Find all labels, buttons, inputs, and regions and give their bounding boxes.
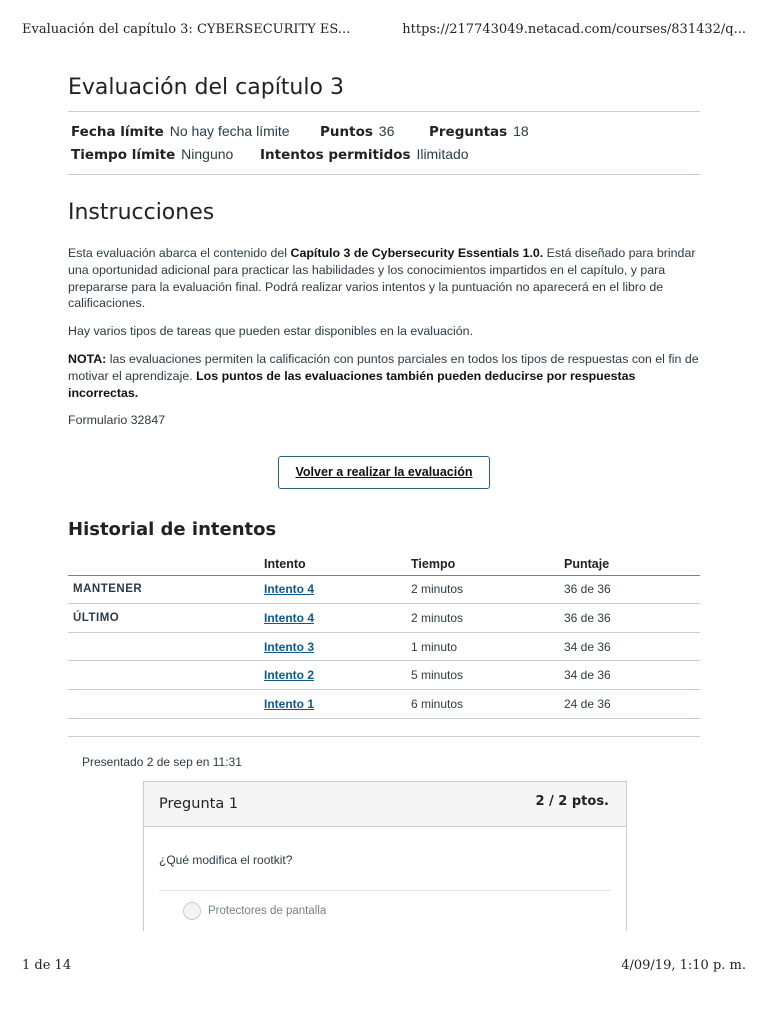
attempt-link[interactable]: Intento 4: [264, 611, 314, 626]
print-page-number: 1 de 14: [22, 958, 72, 973]
print-datetime: 4/09/19, 1:10 p. m.: [621, 958, 746, 973]
radio-button[interactable]: [183, 902, 201, 920]
attempt-status: [68, 690, 264, 719]
questions-info: [429, 120, 529, 144]
instructions-paragraph-2: Hay varios tipos de tareas que pueden estar disponibles en la evaluación.: [68, 324, 474, 339]
print-header: [22, 22, 746, 40]
table-row: [68, 632, 700, 661]
attempt-time: 1 minuto: [411, 632, 564, 661]
question-name: Pregunta 1: [159, 796, 239, 812]
attempt-status: ÚLTIMO: [68, 604, 264, 633]
note-text: las evaluaciones permiten la calificación con puntos parciales en todos los tipos de respuestas con el fin de motivar el aprendizaje.: [68, 351, 699, 383]
instructions-bold-text: Capítulo 3 de Cybersecurity Essentials 1.0.: [290, 246, 544, 260]
submitted-date: Presentado 2 de sep en 11:31: [82, 754, 242, 769]
attempt-link[interactable]: Intento 4: [264, 582, 314, 597]
attempt-status: MANTENER: [68, 575, 264, 604]
section-divider: [68, 736, 700, 737]
time-limit-label: Tiempo límite: [71, 147, 176, 163]
column-header-attempt: Intento: [264, 553, 411, 575]
attempt-score: 34 de 36: [564, 661, 700, 690]
table-row: [68, 604, 700, 633]
column-header-time: Tiempo: [411, 553, 564, 575]
attempt-time: 2 minutos: [411, 604, 564, 633]
attempt-score: 24 de 36: [564, 690, 700, 719]
quiz-details-row-2: [71, 143, 700, 166]
attempt-cell: [264, 632, 411, 661]
attempt-history-table: [68, 553, 700, 718]
allowed-attempts-info: [260, 143, 469, 167]
quiz-details-row-1: [71, 120, 700, 143]
retake-quiz-button[interactable]: Volver a realizar la evaluación: [278, 456, 490, 489]
table-row: [68, 690, 700, 719]
quiz-details: [68, 112, 700, 175]
allowed-attempts-value: Ilimitado: [416, 146, 469, 162]
time-limit-info: [71, 143, 260, 167]
print-page-title: Evaluación del capítulo 3: CYBERSECURITY ES...: [22, 22, 351, 37]
due-date-label: Fecha límite: [71, 124, 164, 140]
print-footer: [22, 958, 746, 976]
attempt-cell: [264, 604, 411, 633]
instructions-note: [68, 351, 700, 401]
points-label: Puntos: [320, 124, 373, 140]
note-bold-text: Los puntos de las evaluaciones también pueden deducirse por respuestas incorrectas.: [68, 368, 636, 400]
quiz-content: [68, 68, 700, 769]
attempt-cell: [264, 661, 411, 690]
table-row: [68, 661, 700, 690]
instructions-text: Esta evaluación abarca el contenido del: [68, 246, 291, 260]
table-row: [68, 575, 700, 604]
due-date-value: No hay fecha límite: [169, 123, 290, 139]
points-info: [320, 120, 429, 144]
table-header-row: [68, 553, 700, 575]
attempt-cell: [264, 690, 411, 719]
note-label: NOTA:: [68, 351, 107, 366]
attempt-status: [68, 632, 264, 661]
attempt-score: 36 de 36: [564, 575, 700, 604]
attempt-score: 34 de 36: [564, 632, 700, 661]
quiz-title: Evaluación del capítulo 3: [68, 68, 700, 112]
question-text: ¿Qué modifica el rootkit?: [159, 853, 293, 867]
attempt-link[interactable]: Intento 1: [264, 696, 314, 711]
instructions-title: Instrucciones: [68, 200, 215, 225]
answer-option[interactable]: [144, 891, 626, 929]
attempt-time: 2 minutos: [411, 575, 564, 604]
due-date-info: [71, 120, 320, 144]
attempt-link[interactable]: Intento 2: [264, 668, 314, 683]
question-header: [144, 782, 626, 827]
attempt-status: [68, 661, 264, 690]
attempt-time: 5 minutos: [411, 661, 564, 690]
question-points: 2 / 2 ptos.: [535, 794, 609, 809]
questions-value: 18: [513, 123, 529, 139]
attempt-history-title: Historial de intentos: [68, 519, 277, 541]
allowed-attempts-label: Intentos permitidos: [260, 147, 411, 163]
answer-label: Protectores de pantalla: [208, 905, 327, 917]
column-header-score: Puntaje: [564, 553, 700, 575]
question-card: [143, 781, 627, 931]
instructions-paragraph-1: [68, 245, 700, 312]
time-limit-value: Ninguno: [181, 146, 234, 162]
instructions-body: [68, 245, 700, 429]
points-value: 36: [378, 123, 395, 139]
instructions-text: Está diseñado para brindar una oportunidad adicional para practicar las habilidades y los conocimientos impartidos en el capítulo, y para prepararse para la evaluación final. Podrá realizar varios intentos y la puntuación no aparecerá en el libro de calificaciones.: [68, 246, 696, 311]
column-header-status: [68, 553, 264, 575]
attempt-link[interactable]: Intento 3: [264, 639, 314, 654]
attempt-cell: [264, 575, 411, 604]
questions-label: Preguntas: [429, 124, 508, 140]
attempt-score: 36 de 36: [564, 604, 700, 633]
print-page-url: https://217743049.netacad.com/courses/831432/q...: [402, 22, 746, 37]
retake-container: [68, 456, 700, 489]
form-number: Formulario 32847: [68, 413, 166, 428]
attempt-time: 6 minutos: [411, 690, 564, 719]
